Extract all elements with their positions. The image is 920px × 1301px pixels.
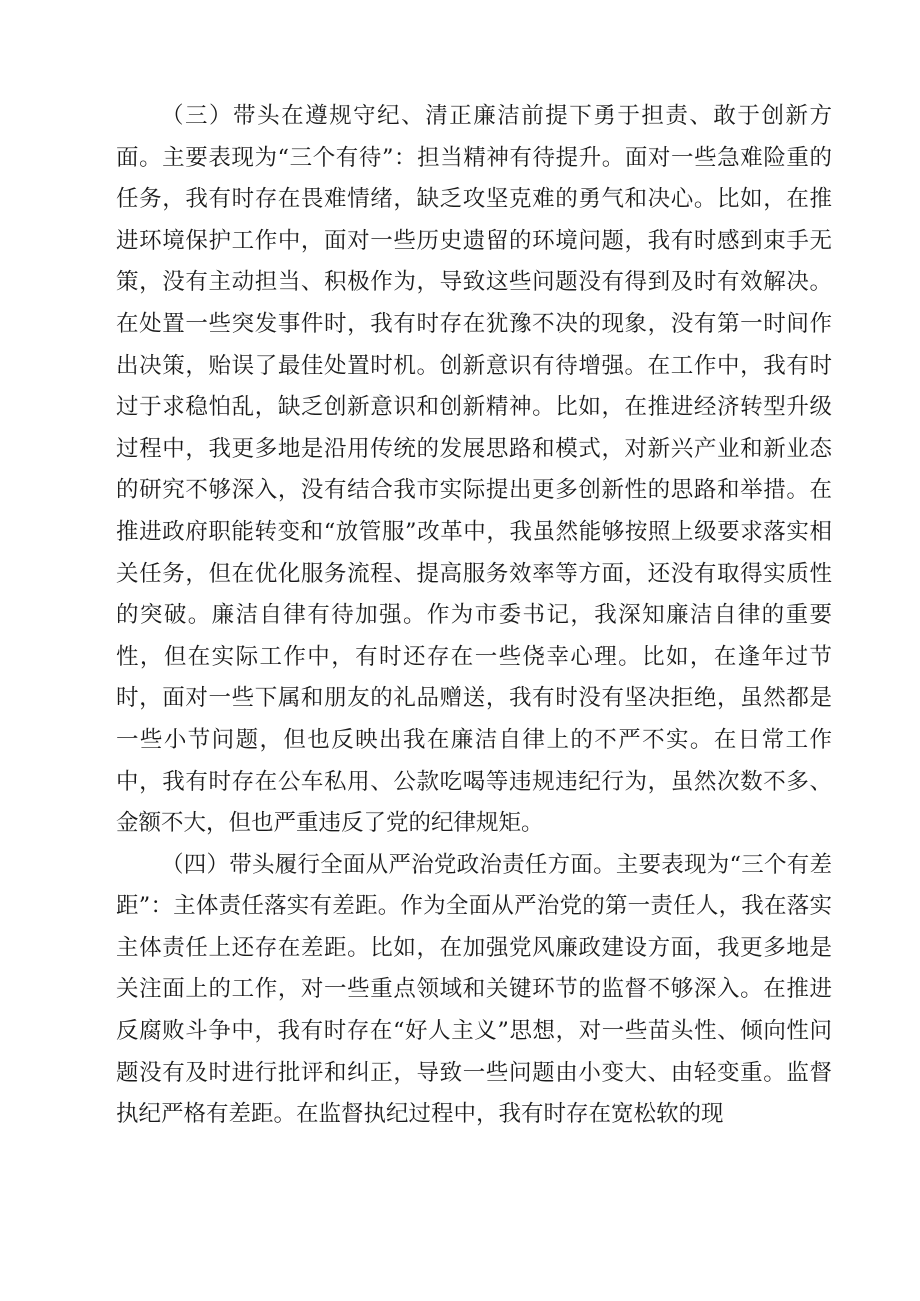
document-body: [116, 96, 832, 1136]
paragraph-section-four: （四）带头履行全面从严治党政治责任方面。主要表现为“三个有差距”：主体责任落实有差距。作为全面从严治党的第一责任人，我在落实主体责任上还存在差距。比如，在加强党风廉政建设方面，我更多地是关注面上的工作，对一些重点领域和关键环节的监督不够深入。在推进反腐败斗争中，我有时存在“好人主义”思想，对一些苗头性、倾向性问题没有及时进行批评和纠正，导致一些问题由小变大、由轻变重。监督执纪严格有差距。在监督执纪过程中，我有时存在宽松软的现: [116, 851, 832, 1128]
paragraph-section-three: （三）带头在遵规守纪、清正廉洁前提下勇于担责、敢于创新方面。主要表现为“三个有待”：担当精神有待提升。面对一些急难险重的任务，我有时存在畏难情绪，缺乏攻坚克难的勇气和决心。比如，在推进环境保护工作中，面对一些历史遗留的环境问题，我有时感到束手无策，没有主动担当、积极作为，导致这些问题没有得到及时有效解决。在处置一些突发事件时，我有时存在犹豫不决的现象，没有第一时间作出决策，贻误了最佳处置时机。创新意识有待增强。在工作中，我有时过于求稳怕乱，缺乏创新意识和创新精神。比如，在推进经济转型升级过程中，我更多地是沿用传统的发展思路和模式，对新兴产业和新业态的研究不够深入，没有结合我市实际提出更多创新性的思路和举措。在推进政府职能转变和“放管服”改革中，我虽然能够按照上级要求落实相关任务，但在优化服务流程、提高服务效率等方面，还没有取得实质性的突破。廉洁自律有待加强。作为市委书记，我深知廉洁自律的重要性，但在实际工作中，有时还存在一些侥幸心理。比如，在逢年过节时，面对一些下属和朋友的礼品赠送，我有时没有坚决拒绝，虽然都是一些小节问题，但也反映出我在廉洁自律上的不严不实。在日常工作中，我有时存在公车私用、公款吃喝等违规违纪行为，虽然次数不多、金额不大，但也严重违反了党的纪律规矩。: [116, 103, 832, 837]
